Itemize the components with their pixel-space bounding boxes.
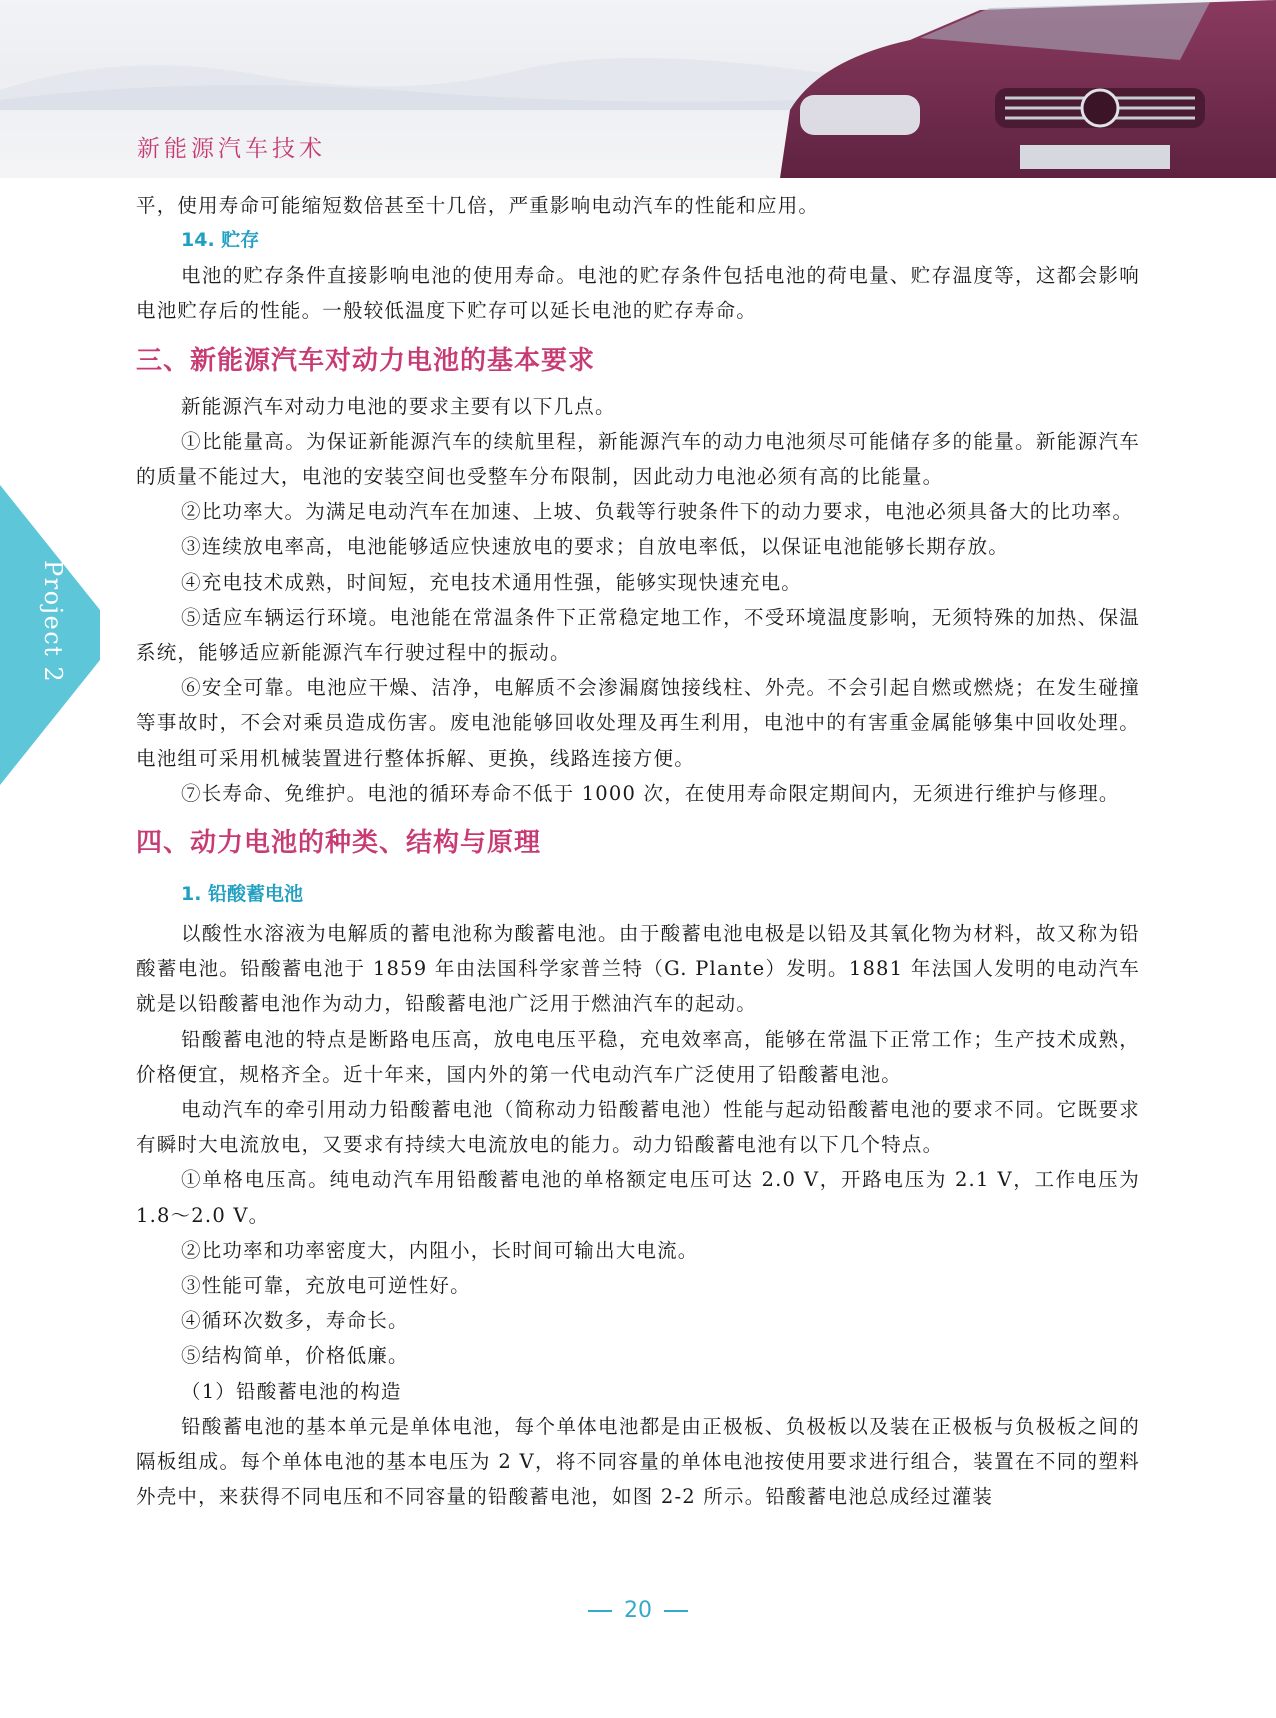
paragraph: 以酸性水溶液为电解质的蓄电池称为酸蓄电池。由于酸蓄电池电极是以铅及其氧化物为材料，故又称为铅酸蓄电池。铅酸蓄电池于 1859 年由法国科学家普兰特（G. Plante）发明。1881 年法国人发明的电动汽车就是以铅酸蓄电池作为动力，铅酸蓄电池广泛用于燃油汽车的起动。 [136, 922, 1140, 1016]
feature-item: ③性能可靠，充放电可逆性好。 [181, 1274, 471, 1298]
mountain-mist-illustration [0, 30, 900, 110]
sub-subheading-structure: （1）铅酸蓄电池的构造 [181, 1379, 402, 1403]
main-content [136, 188, 1140, 1515]
book-title: 新能源汽车技术 [137, 136, 326, 162]
requirement-item: ③连续放电率高，电池能够适应快速放电的要求；自放电率低，以保证电池能够长期存放。 [181, 535, 1010, 559]
paragraph: 铅酸蓄电池的特点是断路电压高，放电电压平稳，充电效率高，能够在常温下正常工作；生产技术成熟，价格便宜，规格齐全。近十年来，国内外的第一代电动汽车广泛使用了铅酸蓄电池。 [136, 1027, 1140, 1086]
requirement-item: ⑤适应车辆运行环境。电池能在常温条件下正常稳定地工作，不受环境温度影响，无须特殊的加热、保温系统，能够适应新能源汽车行驶过程中的振动。 [136, 605, 1140, 665]
page-footer [0, 1598, 1276, 1623]
footer-dash-left [588, 1610, 612, 1612]
chapter-tab-label [28, 560, 78, 720]
subheading-lead-acid: 1. 铅酸蓄电池 [181, 883, 304, 906]
requirement-item: ⑥安全可靠。电池应干燥、洁净，电解质不会渗漏腐蚀接线柱、外壳。不会引起自燃或燃烧；在发生碰撞等事故时，不会对乘员造成伤害。废电池能够回收处理及再生利用，电池中的有害重金属能够集中回收处理。电池组可采用机械装置进行整体拆解、更换，线路连接方便。 [136, 676, 1140, 770]
paragraph: 铅酸蓄电池的基本单元是单体电池，每个单体电池都是由正极板、负极板以及装在正极板与负极板之间的隔板组成。每个单体电池的基本电压为 2 V，将不同容量的单体电池按使用要求进行组合，装置在不同的塑料外壳中，来获得不同电压和不同容量的铅酸蓄电池，如图 2-2 所示。铅酸蓄电池总成经过灌装 [136, 1414, 1140, 1509]
section-heading-requirements: 三、新能源汽车对动力电池的基本要求 [136, 345, 596, 376]
subheading-storage: 14. 贮存 [181, 229, 260, 252]
section-heading-battery-types: 四、动力电池的种类、结构与原理 [136, 828, 542, 859]
paragraph: 新能源汽车对动力电池的要求主要有以下几点。 [181, 394, 616, 418]
paragraph: 电动汽车的牵引用动力铅酸蓄电池（简称动力铅酸蓄电池）性能与起动铅酸蓄电池的要求不同。它既要求有瞬时大电流放电，又要求有持续大电流放电的能力。动力铅酸蓄电池有以下几个特点。 [136, 1098, 1140, 1157]
page-header [0, 0, 1276, 178]
page-number: 20 [624, 1598, 652, 1623]
feature-item: ②比功率和功率密度大，内阻小，长时间可输出大电流。 [181, 1238, 699, 1262]
feature-item: ⑤结构简单，价格低廉。 [181, 1344, 409, 1368]
car-illustration [780, 0, 1276, 178]
requirement-item: ②比功率大。为满足电动汽车在加速、上坡、负载等行驶条件下的动力要求，电池必须具备大的比功率。 [181, 500, 1134, 524]
footer-dash-right [664, 1610, 688, 1612]
requirement-item: ①比能量高。为保证新能源汽车的续航里程，新能源汽车的动力电池须尽可能储存多的能量。新能源汽车的质量不能过大，电池的安装空间也受整车分布限制，因此动力电池必须有高的比能量。 [136, 429, 1140, 489]
paragraph: 平，使用寿命可能缩短数倍甚至十几倍，严重影响电动汽车的性能和应用。 [136, 194, 820, 217]
requirement-item: ⑦长寿命、免维护。电池的循环寿命不低于 1000 次，在使用寿命限定期间内，无须进行维护与修理。 [181, 781, 1120, 805]
feature-item: ①单格电压高。纯电动汽车用铅酸蓄电池的单格额定电压可达 2.0 V，开路电压为 2.1 V，工作电压为 1.8～2.0 V。 [136, 1168, 1140, 1227]
requirement-item: ④充电技术成熟，时间短，充电技术通用性强，能够实现快速充电。 [181, 570, 803, 594]
feature-item: ④循环次数多，寿命长。 [181, 1309, 409, 1333]
project-label: Project 2 [39, 560, 67, 684]
paragraph: 电池的贮存条件直接影响电池的使用寿命。电池的贮存条件包括电池的荷电量、贮存温度等，这都会影响电池贮存后的性能。一般较低温度下贮存可以延长电池的贮存寿命。 [136, 264, 1140, 323]
